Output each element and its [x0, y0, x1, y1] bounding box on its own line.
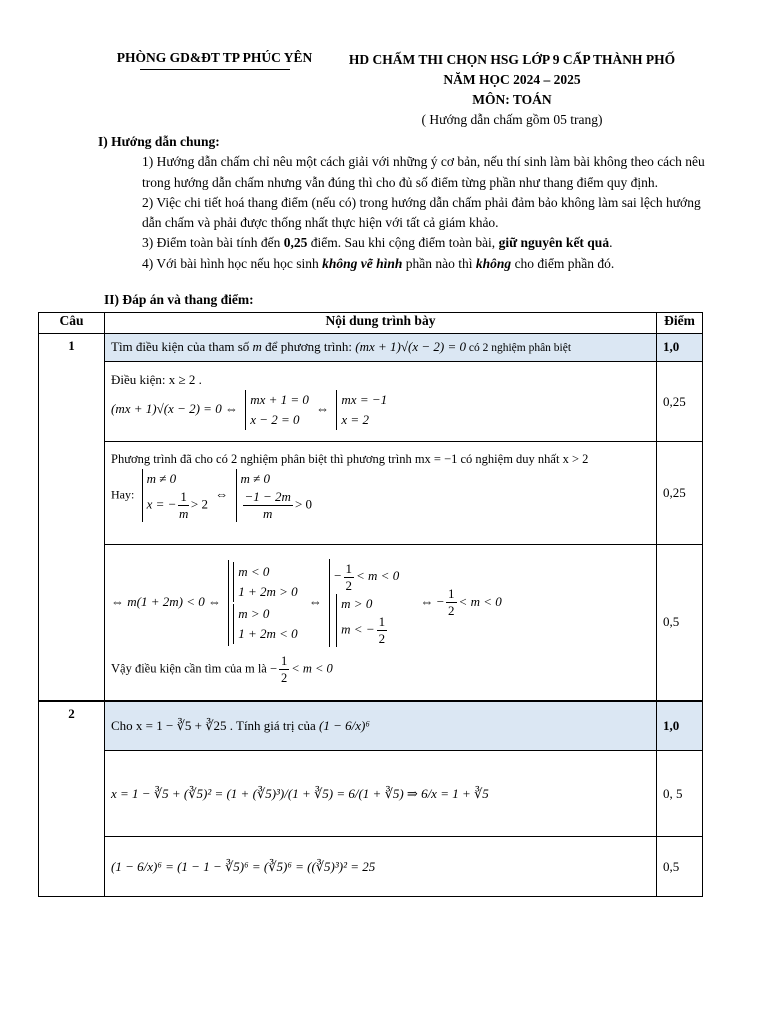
guidance-emphasis: 0,25: [283, 235, 308, 251]
equation-system: [233, 604, 297, 644]
equation-lead: ⇔ m(1 + 2m) < 0 ⇔: [111, 593, 221, 609]
fraction-numerator: 1: [378, 613, 386, 629]
guidance-text: cho điểm phần đó.: [511, 255, 615, 271]
section-answers-heading: II) Đáp án và thang điểm:: [104, 292, 254, 307]
equation-system: [236, 469, 313, 522]
equation-line: m < −: [341, 621, 375, 636]
equation-line: mx = −1: [341, 392, 388, 407]
question-number: 1: [39, 334, 105, 701]
equation-line: 1 + 2m > 0: [238, 583, 298, 599]
step-equation: (1 − 6/x)⁶ = (1 − 1 − ∛5)⁶ = (∛5)⁶ = ((∛5)³)² = 25: [111, 858, 376, 874]
equation-system: [142, 469, 208, 522]
equation-line: < m < 0: [356, 568, 400, 583]
question-prompt: [105, 701, 657, 751]
fraction-denominator: 2: [345, 577, 353, 593]
equation-line: > 2: [190, 496, 208, 512]
solution-step: [105, 545, 657, 701]
step-score: 0,25: [657, 362, 703, 442]
department-header: [92, 50, 337, 70]
guidance-text: 4) Với bài hình học nếu học sinh: [142, 255, 323, 271]
col-header-content: Nội dung trình bày: [105, 313, 657, 334]
prompt-equation: (mx + 1)√(x − 2) = 0: [355, 339, 466, 354]
equation-line: m < 0: [238, 563, 270, 579]
fraction: [377, 614, 388, 647]
page-count-note: ( Hướng dẫn chấm gồm 05 trang): [421, 112, 603, 127]
col-header-question: Câu: [39, 313, 105, 334]
equation-line: ⇔ −: [420, 593, 445, 609]
guidance-text: .: [609, 235, 613, 251]
prompt-text: Cho x = 1 − ∛5 + ∛25 . Tính giá trị của: [111, 717, 320, 733]
department-underline: [140, 69, 290, 70]
step-text: Hay:: [111, 487, 135, 502]
solution-step: [105, 362, 657, 442]
fraction-numerator: 1: [448, 586, 455, 602]
conclusion-text: Vậy điều kiện cần tìm của m là −: [111, 660, 278, 675]
equation-system: [233, 562, 297, 602]
table-row: [39, 442, 703, 545]
step-conclusion: [111, 653, 650, 686]
equation-lead: (mx + 1)√(x − 2) = 0 ⇔: [111, 400, 238, 416]
step-text: Phương trình đã cho có 2 nghiệm phân biệt thì phương trình mx = −1 có nghiệm duy nhất x > 2: [111, 452, 589, 466]
school-year: NĂM HỌC 2024 – 2025: [443, 72, 581, 87]
step-equation: (mx + 1)√(x − 2) = 0 ⇔ mx + 1 = 0 x − 2 = 0 ⇔ mx = −1 x = 2: [111, 390, 650, 430]
fraction-denominator: 2: [281, 670, 288, 685]
guidance-text: điểm. Sau khi cộng điểm toàn bài,: [307, 235, 499, 251]
step-text: Điều kiện: x ≥ 2 .: [111, 372, 202, 387]
department-name: PHÒNG GD&ĐT TP PHÚC YÊN: [116, 50, 313, 65]
equation-line: m ≠ 0: [240, 471, 271, 486]
step-equation: x = 1 − ∛5 + (∛5)² = (1 + (∛5)³)/(1 + ∛5) = 6/(1 + ∛5) ⇒ 6/x = 1 + ∛5: [111, 785, 489, 801]
table-row: [39, 751, 703, 837]
guidance-emphasis: giữ nguyên kết quả: [498, 235, 610, 251]
general-guidance: [98, 132, 708, 274]
step-equation: ⇔ m(1 + 2m) < 0 ⇔ m < 0 1 + 2m > 0 m > 0 1 + 2m < 0 ⇔ − $\frac{1}{2}$ < m < 0 m > 0 m < − $\frac{1}{2}$ ⇔ − $\frac{1}{2}$ < m < 0: [111, 560, 502, 646]
fraction-numerator: 1: [281, 653, 288, 668]
equation-line: x = −: [146, 496, 177, 512]
step-score: 0,25: [657, 442, 703, 545]
solution-step: [105, 442, 657, 545]
table-row: [39, 545, 703, 701]
equation-system: [336, 594, 397, 647]
prompt-variable: m: [252, 339, 262, 354]
table-header-row: [39, 313, 703, 334]
equation-line: 1 + 2m < 0: [238, 625, 298, 641]
equation-cases: [329, 559, 399, 647]
table-row: [39, 837, 703, 897]
prompt-text: để phương trình:: [261, 339, 356, 354]
equation-line: mx + 1 = 0: [250, 392, 309, 407]
guidance-emphasis: không: [475, 255, 512, 271]
guidance-text: 3) Điểm toàn bài tính đến: [142, 235, 284, 251]
table-row: [39, 334, 703, 362]
subject: MÔN: TOÁN: [472, 92, 552, 107]
fraction-numerator: 1: [345, 560, 353, 576]
step-score: 0, 5: [657, 751, 703, 837]
guidance-item-3: [98, 233, 708, 253]
fraction-denominator: m: [178, 506, 189, 521]
equation-line: −: [334, 568, 342, 583]
fraction: [446, 586, 457, 619]
answer-table: [38, 312, 703, 897]
table-row: [39, 362, 703, 442]
equation-line: m > 0: [238, 605, 270, 621]
solution-step: [105, 837, 657, 897]
guidance-text: phần nào thì: [402, 255, 476, 271]
conclusion-text: < m < 0: [291, 660, 333, 675]
fraction-denominator: 2: [378, 630, 386, 646]
equation-line: > 0: [294, 496, 313, 512]
equation-line: < m < 0: [458, 593, 502, 609]
step-score: 0,5: [657, 545, 703, 701]
col-header-score: Điểm: [657, 313, 703, 334]
equation-line: x = 2: [341, 412, 369, 427]
equation-line: m > 0: [341, 595, 373, 611]
guidance-item-2: 2) Việc chi tiết hoá thang điểm (nếu có) trong hướng dẫn chấm phải đảm bảo không làm sai lệch hướng dẫn chấm và phải được thống nhất thực hiện với tất cả giám khảo.: [142, 194, 701, 231]
equation-line: m ≠ 0: [146, 471, 177, 486]
equation-system: [245, 390, 309, 430]
fraction: [279, 653, 289, 686]
equation-line: x − 2 = 0: [250, 412, 300, 427]
guidance-item-1: 1) Hướng dẫn chấm chỉ nêu một cách giải với những ý cơ bản, nếu thí sinh làm bài không theo cách nêu trong hướng dẫn chấm nhưng vẫn đúng thì cho đủ số điểm từng phần như thang điểm quy định.: [142, 154, 705, 190]
table-row: [39, 701, 703, 751]
fraction: [178, 489, 189, 522]
prompt-equation: (1 − 6/x)⁶: [319, 717, 370, 733]
equation-cases: [228, 560, 301, 646]
exam-title: HD CHẤM THI CHỌN HSG LỚP 9 CẤP THÀNH PHỐ: [348, 52, 676, 67]
fraction: [344, 561, 355, 594]
guidance-item-4: [98, 254, 708, 274]
fraction: [243, 489, 293, 522]
guidance-emphasis: không vẽ hình: [322, 255, 403, 271]
fraction-denominator: 2: [448, 603, 455, 619]
solution-step: [105, 751, 657, 837]
question-prompt: [105, 334, 657, 362]
prompt-text: Tìm điều kiện của tham số: [111, 339, 253, 354]
fraction-numerator: −1 − 2m: [244, 489, 291, 504]
question-total-score: 1,0: [657, 334, 703, 362]
step-score: 0,5: [657, 837, 703, 897]
question-number: 2: [39, 701, 105, 897]
general-heading: I) Hướng dẫn chung:: [98, 134, 220, 149]
exam-header: [338, 50, 686, 130]
equation-system: [336, 390, 387, 430]
question-total-score: 1,0: [657, 701, 703, 751]
step-equation: Hay: m ≠ 0 x = − $\frac{1}{m}$ > 2 ⇔ m ≠ 0 $\frac{-1 - 2m}{m}$ > 0: [111, 471, 313, 521]
prompt-text: có 2 nghiệm phân biệt: [465, 342, 572, 354]
fraction-numerator: 1: [180, 489, 187, 504]
fraction-denominator: m: [263, 506, 273, 521]
